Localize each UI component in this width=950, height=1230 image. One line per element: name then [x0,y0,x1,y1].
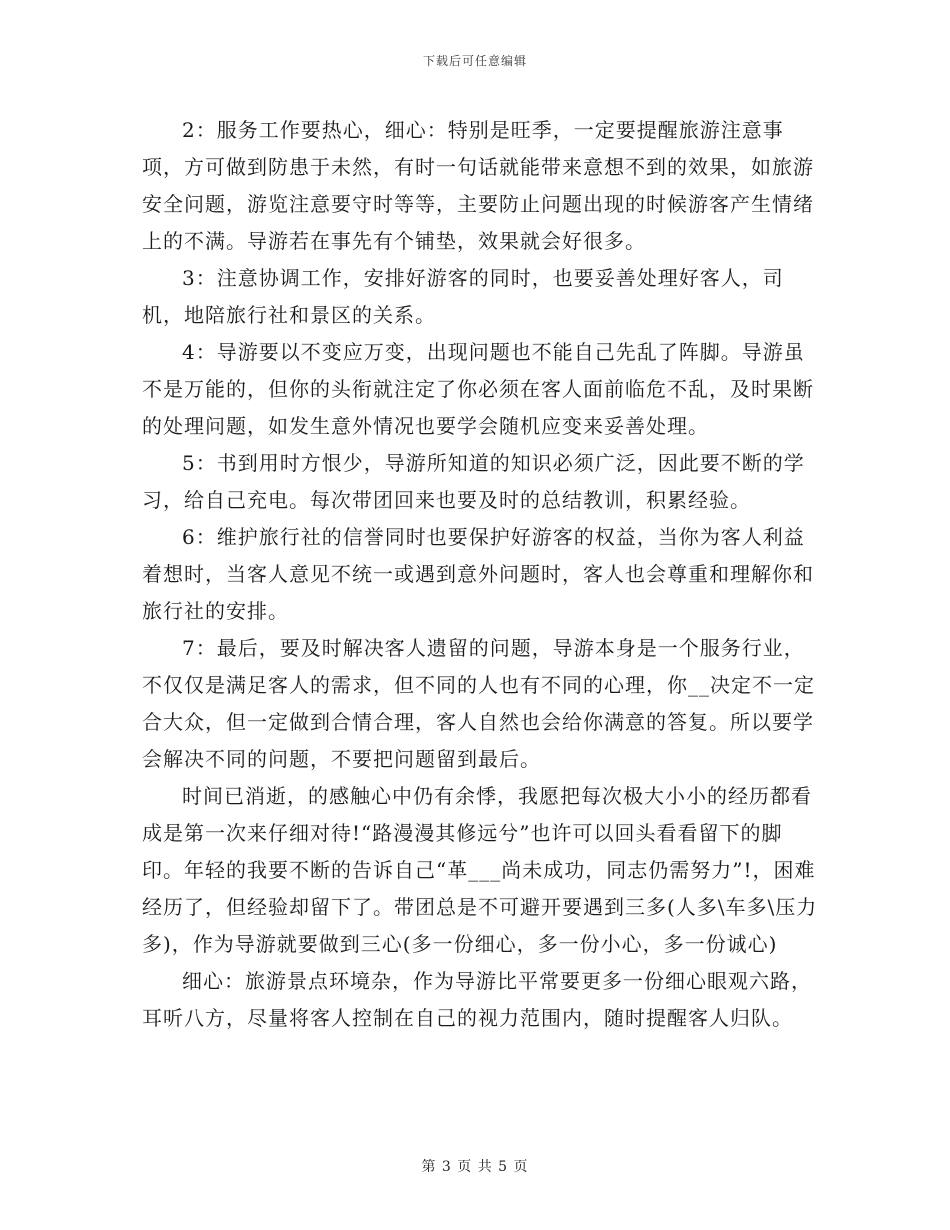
paragraph-7: 7：最后，要及时解决客人遗留的问题，导游本身是一个服务行业，不仅仅是满足客人的需求，但不同的人也有不同的心理，你__决定不一定合大众，但一定做到合情合理，客人自然也会给你满意的答复。所以要学会解决不同的问题，不要把问题留到最后。 [142,636,815,771]
paragraph-2: 2：服务工作要热心，细心：特别是旺季，一定要提醒旅游注意事项，方可做到防患于未然，有时一句话就能带来意想不到的效果，如旅游安全问题，游览注意要守时等等，主要防止问题出现的时候游客产生情绪上的不满。导游若在事先有个铺垫，效果就会好很多。 [142,118,814,253]
page-header: 下载后可任意编辑 [422,54,527,68]
paragraph-6: 6：维护旅行社的信誉同时也要保护好游客的权益，当你为客人利益着想时，当客人意见不统一或遇到意外问题时，客人也会尊重和理解你和旅行社的安排。 [142,525,814,623]
page-footer: 第 3 页 共 5 页 [421,1159,529,1175]
paragraph-reflection: 时间已消逝，的感触心中仍有余悸，我愿把每次极大小小的经历都看成是第一次来仔细对待!“路漫漫其修远兮”也许可以回头看看留下的脚印。年轻的我要不断的告诉自己“革___尚未成功，同志仍需努力”!，困难经历了，但经验却留下了。带团总是不可避开要遇到三多(人多\车多\压力多)，作为导游就要做到三心(多一份细心，多一份小心，多一份诚心) [142,784,818,956]
paragraph-5: 5：书到用时方恨少，导游所知道的知识必须广泛，因此要不断的学习，给自己充电。每次带团回来也要及时的总结教训，积累经验。 [142,451,805,512]
paragraph-carefulness: 细心：旅游景点环境杂，作为导游比平常要更多一份细心眼观六路，耳听八方，尽量将客人控制在自己的视力范围内，随时提醒客人归队。 [142,969,812,1030]
document-body [142,112,822,1037]
paragraph-3: 3：注意协调工作，安排好游客的同时，也要妥善处理好客人，司机，地陪旅行社和景区的关系。 [142,266,784,327]
paragraph-4: 4：导游要以不变应万变，出现问题也不能自己先乱了阵脚。导游虽不是万能的，但你的头衔就注定了你必须在客人面前临危不乱，及时果断的处理问题，如发生意外情况也要学会随机应变来妥善处理。 [142,340,814,438]
